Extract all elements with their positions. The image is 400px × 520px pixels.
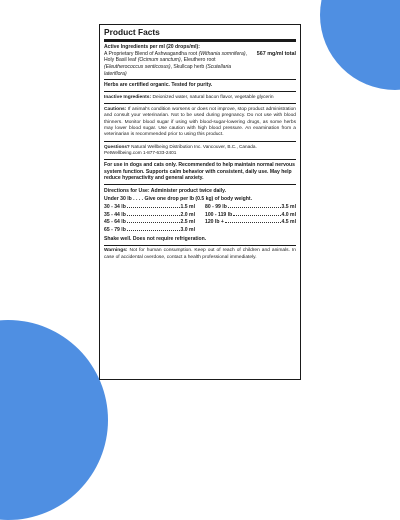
decorative-blob-top-right xyxy=(320,0,400,90)
product-facts-panel xyxy=(99,24,301,380)
dosing-column-right xyxy=(205,204,296,234)
dosing-table xyxy=(104,204,296,234)
latin-eleuthero: (Eleutherococcus senticosus) xyxy=(104,63,171,70)
directions-rule: Under 30 lb . . . . Give one drop per lb (0.5 kg) of body weight. xyxy=(104,196,253,203)
blend-text xyxy=(104,51,255,78)
title-divider xyxy=(104,39,296,42)
dosing-row xyxy=(104,219,195,226)
latin-ashwagandha: (Withania somnifera) xyxy=(198,50,246,57)
dose-weight: 30 - 34 lb xyxy=(104,204,126,211)
questions-label: Questions? xyxy=(104,144,130,150)
warnings-label: Warnings: xyxy=(104,248,128,254)
inactive-ingredients xyxy=(104,95,296,101)
dosing-row xyxy=(205,212,296,219)
inactive-text: Deionized water, natural bacon flavor, vegetable glycerin xyxy=(151,94,274,100)
leader-dots xyxy=(228,207,281,208)
dose-amount: 2.0 ml xyxy=(180,211,195,218)
latin-basil: (Ocimum sanctum) xyxy=(137,57,181,64)
leader-dots xyxy=(127,230,180,231)
cautions xyxy=(104,107,296,139)
dosing-row xyxy=(104,212,195,219)
cautions-text: If animal's condition worsens or does not improve, stop product administration and consult your veterinarian. Not to be used during pregnancy. Do not use with blood thinners. Monitor blood sugar if using with blood-sugar-lowering drugs, as some herbs may lower blood sugar. Use caution with high blood pressure. An examination from a veterinarian is recommended prior to using this product. xyxy=(104,106,296,138)
decorative-blob-bottom-left xyxy=(0,320,108,520)
dose-amount: 3.0 ml xyxy=(180,226,195,233)
dosing-row xyxy=(205,204,296,211)
blend-description xyxy=(104,51,296,78)
dosing-column-left xyxy=(104,204,195,234)
organic-note: Herbs are certified organic. Tested for purity. xyxy=(104,82,213,89)
blend-text-prefix: A Proprietary Blend of Ashwagandha root xyxy=(104,50,199,57)
warnings xyxy=(104,248,296,261)
panel-title: Product Facts xyxy=(104,27,160,37)
dose-amount: 2.5 ml xyxy=(180,219,195,226)
warnings-text: Not for human consumption. Keep out of reach of children and animals. In case of accidental overdose, contact a health professional immediately. xyxy=(104,248,296,260)
divider xyxy=(104,79,296,80)
blend-text-mid3: , Skullcap herb xyxy=(170,63,206,70)
dose-weight: 120 lb + xyxy=(205,219,224,226)
dose-amount: 4.0 ml xyxy=(281,211,296,218)
inactive-label: Inactive Ingredients: xyxy=(104,94,152,100)
leader-dots xyxy=(127,222,180,223)
dose-weight: 35 - 44 lb xyxy=(104,211,126,218)
blend-amount: 567 mg/ml total xyxy=(256,50,296,57)
leader-dots xyxy=(225,222,281,223)
cautions-label: Cautions: xyxy=(104,106,127,112)
dose-weight: 45 - 64 lb xyxy=(104,219,126,226)
dosing-row xyxy=(205,219,296,226)
dose-weight: 65 - 79 lb xyxy=(104,226,126,233)
dose-weight: 100 - 119 lb xyxy=(205,211,233,218)
dose-amount: 1.5 ml xyxy=(180,204,195,211)
dosing-row xyxy=(104,227,195,234)
dose-amount: 3.5 ml xyxy=(281,204,296,211)
leader-dots xyxy=(127,215,180,216)
divider xyxy=(104,184,296,185)
dose-amount: 4.5 ml xyxy=(281,219,296,226)
questions-text: Natural Wellbeing Distribution Inc. Vancouver, B.C., Canada. xyxy=(129,144,257,150)
use-statement: For use in dogs and cats only. Recommended to help maintain normal nervous system function. Supports calm behavior with consistent, daily use. May help reduce hyperactivity and general anxiety. xyxy=(104,162,295,182)
divider xyxy=(104,91,296,92)
divider xyxy=(104,141,296,142)
directions-header: Directions for Use: Administer product twice daily. xyxy=(104,187,226,194)
latin-skullcap: (Scutellaria lateriflora) xyxy=(104,63,232,77)
contact-info: PetWellbeing.com 1-877-633-2401 xyxy=(104,150,177,156)
divider xyxy=(104,103,296,104)
dosing-row xyxy=(104,204,195,211)
storage-note: Shake well. Does not require refrigeration. xyxy=(104,235,207,242)
divider xyxy=(104,159,296,160)
leader-dots xyxy=(233,215,280,216)
leader-dots xyxy=(127,207,180,208)
blend-text-mid2: , Eleuthero root xyxy=(180,57,216,64)
divider xyxy=(104,245,296,246)
dose-weight: 80 - 99 lb xyxy=(205,204,227,211)
active-ingredients-header: Active Ingredients per ml (20 drops/ml): xyxy=(104,43,200,50)
blend-text-mid1: , Holy Basil leaf xyxy=(104,50,247,64)
